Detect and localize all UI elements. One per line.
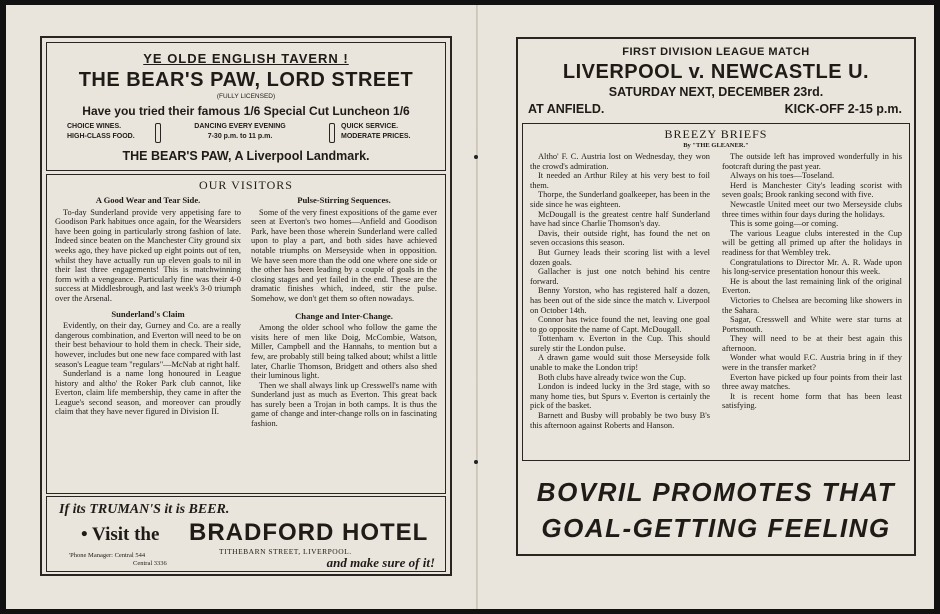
section-text: Then we shall always link up Cresswell's name with Sunderland just as much as Everton. This great back has surely been a Trojan in both camps. It is thus the game of change and inter-change rolls on in fascinating fashion. [251, 380, 437, 429]
brief-item: He is about the last remaining link of the original Everton. [722, 276, 902, 296]
brief-item: McDougall is the greatest centre half Sunderland have had since Charlie Thomson's day. [530, 209, 710, 229]
luncheon-offer: Have you tried their famous 1/6 Special Cut Luncheon 1/6 [82, 104, 410, 118]
visitors-column-2 [251, 193, 437, 491]
brief-item: The outside left has improved wonderfully in his footcraft during the past year. [722, 152, 902, 171]
brief-item: Herd is Manchester City's leading scorist with seven goals; Brook ranking second with five. [722, 180, 902, 200]
our-visitors-article [46, 174, 446, 494]
left-page [40, 36, 452, 576]
tavern-detail: 7-30 p.m. to 11 p.m. [207, 133, 273, 140]
hotel-address: TITHEBARN STREET, LIVERPOOL. [219, 547, 352, 556]
section-title: A Good Wear and Tear Side. [95, 195, 201, 205]
tavern-header: YE OLDE ENGLISH TAVERN ! [143, 51, 349, 66]
tavern-col-dancing [165, 122, 315, 142]
brief-item: Davis, their outside right, has found the net on seven occasions this season. [530, 228, 710, 248]
bears-paw-advert [46, 42, 446, 171]
briefs-byline: By "THE GLEANER." [683, 142, 749, 149]
brief-item: Both clubs have already twice won the Cup. [538, 372, 686, 382]
match-date: SATURDAY NEXT, DECEMBER 23rd. [608, 85, 824, 99]
phone-central: Central 3336 [133, 560, 167, 567]
tavern-tagline: THE BEAR'S PAW, A Liverpool Landmark. [122, 149, 370, 163]
licence-note: (FULLY LICENSED) [216, 93, 276, 100]
match-kickoff: KICK-OFF 2-15 p.m. [784, 102, 902, 116]
brief-item: Barnett and Busby will probably be two busy B's this afternoon against Roberts and Hanson. [530, 411, 710, 430]
section-text: Some of the very finest expositions of the game ever seen at Everton's two homes—Anfield and Goodison Park, have been those wherein Sunderland were called upon to play a part, and both sides have achieved notable triumphs on Merseyside when in opposition. We have seen more than the odd one where one side or the other has been leading by a couple of goals in the closing stages and yet failed in the end. These are the dramatic finishes which, indeed, stir the pulse. Somehow, we don't get them so often nowadays. [251, 207, 437, 303]
brief-item: It is recent home form that has been least satisfying. [722, 391, 902, 411]
briefs-column-1 [530, 152, 710, 458]
tavern-col-service [341, 122, 411, 142]
match-line-1: FIRST DIVISION LEAGUE MATCH [622, 46, 810, 58]
brief-item: It needed an Arthur Riley at his very best to foil them. [530, 171, 710, 190]
brief-item: Connor has twice found the net, leaving one goal to go opposite the name of Capt. McDougall. [530, 315, 710, 334]
brief-item: A drawn game would suit those Merseyside folk unable to make the London trip! [530, 353, 710, 373]
brief-item: They will need to be at their best again this afternoon. [722, 334, 902, 353]
brief-item: Victories to Chelsea are becoming like showers in the Sahara. [722, 295, 902, 315]
brief-item: The various League clubs interested in the Cup will be getting all primed up after the holidays in readiness for that Wembley trek. [722, 228, 902, 257]
bovril-line-2: GOAL-GETTING FEELING [541, 513, 891, 543]
brief-item: Thorpe, the Sunderland goalkeeper, has been in the side since he was eighteen. [530, 190, 710, 209]
tavern-col-wines [67, 122, 135, 142]
tavern-detail: HIGH-CLASS FOOD. [67, 133, 135, 140]
brief-item: Sagar, Cresswell and White were star turns at Portsmouth. [722, 315, 902, 334]
tavern-detail: QUICK SERVICE. [341, 123, 399, 130]
visit-the: • Visit the [81, 524, 160, 545]
brief-item: Gallacher is just one notch behind his centre forward. [530, 267, 710, 286]
tavern-detail: DANCING EVERY EVENING [194, 123, 286, 130]
visitors-heading: OUR VISITORS [199, 178, 293, 192]
bracket-ornament [155, 123, 161, 143]
brief-item: Benny Yorston, who has registered half a dozen, has been out of the side since the match v. Liverpool on October 14th. [530, 286, 710, 315]
brief-item: Tottenham v. Everton in the Cup. This should surely stir the London pulse. [530, 334, 710, 353]
breezy-briefs-article [522, 123, 910, 461]
section-text: Among the older school who follow the game the visits here of men like Doig, McCombie, Watson, Miller, Campbell and the Hannahs, to mention but a few, are probably still being talked about; whilst a little later, Charlie Thomson, Bridgett and others also shed their luminous light. [251, 323, 437, 381]
brief-item: Everton have picked up four points from their last three away matches. [722, 372, 902, 392]
make-sure-slogan: and make sure of it! [326, 555, 435, 570]
bracket-ornament [329, 123, 335, 143]
match-line-2: LIVERPOOL v. NEWCASTLE U. [562, 61, 870, 83]
brief-item: This is some going—or coming. [730, 219, 839, 229]
brief-item: Wonder what would F.C. Austria bring in if they were in the transfer market? [722, 353, 902, 373]
brief-item: Always on his toes—Toseland. [730, 171, 835, 181]
tavern-detail: CHOICE WINES. [67, 123, 122, 130]
section-text: Evidently, on their day, Gurney and Co. are a really dangerous combination, and Everton will need to be on their best behaviour to hold them in check. Their side, however, includes but one new face compared with last season's League team "regulars"—McNab at right half. [55, 321, 241, 369]
section-text: Sunderland is a name long honoured in League history and altho' the Roker Park club cannot, like Everton, claim life membership, they came in after the League's second season, and moreover can proudly claim that they have never figured in Division II. [55, 369, 241, 417]
tavern-name: THE BEAR'S PAW, LORD STREET [78, 69, 414, 91]
match-venue: AT ANFIELD. [528, 102, 605, 116]
centre-fold [476, 5, 478, 609]
phone-manager: 'Phone Manager: Central 544 [69, 552, 146, 559]
right-page [516, 37, 916, 556]
brief-item: London is indeed lucky in the 3rd stage, with so many home ties, but Spurs v. Everton is certainly the pick of the basket. [530, 382, 710, 411]
section-title: Sunderland's Claim [111, 308, 185, 319]
briefs-column-2 [722, 152, 902, 458]
visitors-column-1 [55, 193, 241, 491]
match-announcement [518, 39, 914, 123]
tavern-detail: MODERATE PRICES. [341, 133, 411, 140]
bradford-hotel-advert [46, 496, 446, 572]
staple-hole [474, 155, 478, 159]
staple-hole [474, 460, 478, 464]
briefs-heading: BREEZY BRIEFS [664, 127, 768, 141]
brief-item: Newcastle United meet our two Merseyside clubs three times within four days during the holidays. [722, 199, 902, 219]
section-title: Change and Inter-Change. [295, 310, 393, 321]
section-title: Pulse-Stirring Sequences. [297, 195, 391, 205]
brief-item: Altho' F. C. Austria lost on Wednesday, they won the crowd's admiration. [530, 152, 710, 171]
bovril-advert [522, 465, 910, 551]
hotel-name: BRADFORD HOTEL [189, 519, 429, 546]
brief-item: Congratulations to Director Mr. A. R. Wade upon his long-service presentation honour this week. [722, 257, 902, 277]
section-text: To-day Sunderland provide very appetising fare to Goodison Park habitues once again, for the Wearsiders have been going in particularly strong fashion of late. Indeed since beaten on the Manchester City ground six weeks ago, they have picked up eight points out of ten, whilst they have actually run up eleven goals to nil in their last three engagements! This is matchwinning form with a vengeance. Particularly fine was their 4-0 success at Middlesbrough, and last week's 3-0 triumph over the Arsenal. [55, 207, 241, 303]
bovril-line-1: BOVRIL PROMOTES THAT [536, 477, 896, 507]
programme-spread [6, 5, 934, 609]
brief-item: But Gurney leads their scoring list with a level dozen goals. [530, 247, 710, 267]
truman-slogan: If its TRUMAN'S it is BEER. [59, 502, 230, 517]
